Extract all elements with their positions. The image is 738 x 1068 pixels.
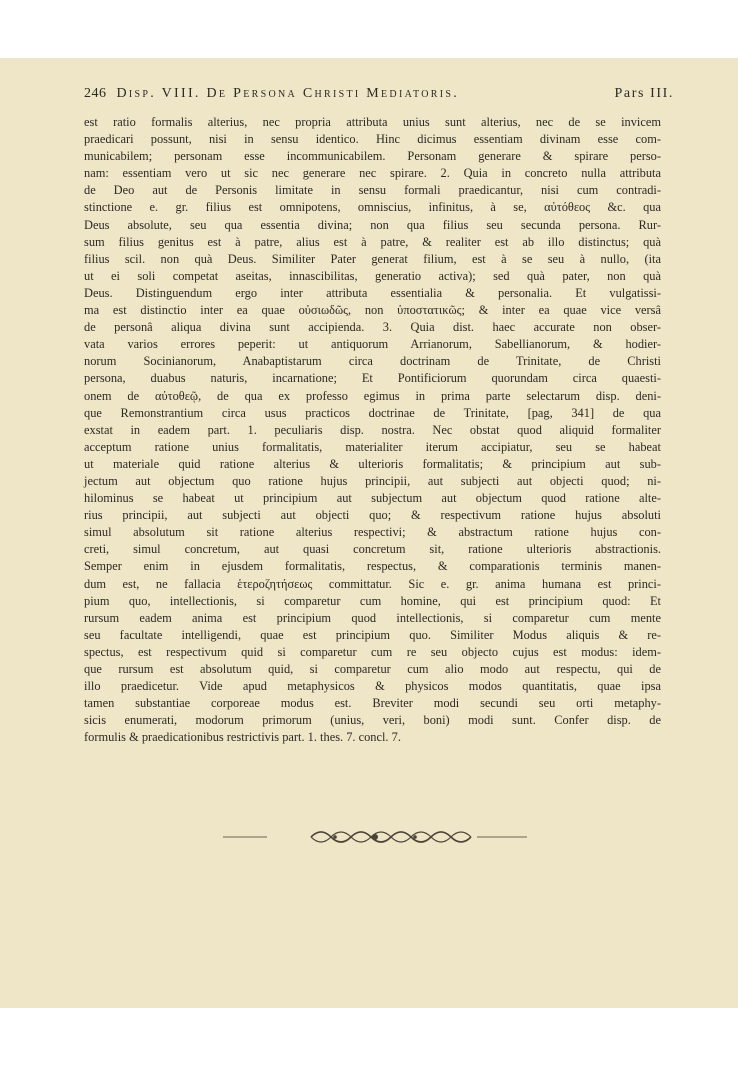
ornament-tailpiece-icon <box>215 824 535 850</box>
text-line: acceptum ratione unius formalitatis, materialiter iterum accipiatur, seu se habeat <box>84 439 661 454</box>
running-title: Disp. VIII. De Persona Christi Mediatoris. <box>116 86 460 101</box>
text-line: seu facultate intelligendi, quae est principium quo. Similiter Modus aliquis & re- <box>84 627 661 642</box>
text-line: simul absolutum sit ratione alterius respectivi; & abstractum ratione hujus con- <box>84 525 661 540</box>
text-line: ut materiale quid ratione alterius & ulterioris formalitatis; & principium aut sub- <box>84 456 661 471</box>
text-line: spectus, est respectivum quid si comparetur cum re seu objecto cujus est modus: idem- <box>84 644 661 659</box>
text-line: Semper enim in ejusdem formalitatis, respectus, & comparationis terminis manen- <box>84 559 661 574</box>
body-text <box>84 114 661 746</box>
text-line: sicis enumerati, modorum primorum (unius, veri, boni) modi sunt. Confer disp. de <box>84 713 661 728</box>
text-line: ut ei soli competat aseitas, innascibilitas, generatio activa); sed quà pater, non quà <box>84 268 661 283</box>
text-line: creti, simul concretum, aut quasi concretum sit, ratione ulterioris abstractionis. <box>84 542 661 557</box>
text-line: municabilem; personam esse incommunicabilem. Personam generare & spirare perso- <box>84 149 661 164</box>
text-line: est ratio formalis alterius, nec propria attributa unius sunt alterius, nec de se invicem <box>84 115 661 129</box>
text-line: que rursum est absolutum quid, si comparetur cum alio modo aut respectu, qui de <box>84 662 661 676</box>
text-line: persona, duabus naturis, incarnatione; Et Pontificiorum quorundam circa quaesti- <box>84 371 661 386</box>
text-line: pium quo, intellectionis, si comparetur cum homine, qui est principium quod: Et <box>84 593 661 608</box>
text-line: exstat in eadem part. 1. peculiaris disp. nostra. Nec obstat quod aliquid formaliter <box>84 422 661 437</box>
text-line: ma est distinctio inter ea quae οὐσιωδῶς, non ὑποστατικῶς; & inter ea quae vice versâ <box>84 303 661 318</box>
text-line: sum filius genitus est à patre, alius est à patre, & realiter est ab illo distinctus; quà <box>84 234 661 249</box>
text-line: jectum aut objectum quo ratione hujus principii, aut subjecti aut objecti quod; ni- <box>84 473 661 488</box>
text-line: norum Socinianorum, Anabaptistarum circa doctrinam de Trinitate, de Christi <box>84 354 661 369</box>
text-line: Deus absolute, seu qua essentia divina; non qua filius seu secunda persona. Rur- <box>84 217 661 232</box>
text-line: stinctione e. gr. filius est omnipotens, omniscius, infinitus, à se, αὐτόθεος &c. qua <box>84 200 661 215</box>
text-line: dum est, ne fallacia ἑτεροζητήσεως committatur. Sic e. gr. anima humana est princi- <box>84 576 661 591</box>
text-line: que Remonstrantium circa usus practicos doctrinae de Trinitate, [pag, 341] de qua <box>84 405 661 420</box>
text-line: Deus. Distinguendum ergo inter attributa essentialia & personalia. Et vulgatissi- <box>84 285 661 300</box>
text-line: praedicari possunt, nisi in sensu identico. Hinc dicimus essentiam divinam esse com- <box>84 132 661 147</box>
text-line: tamen substantiae corporeae modus est. Breviter modi secundi seu orti metaphy- <box>84 696 661 711</box>
book-page <box>0 58 738 1008</box>
text-line: rursum eadem anima est principium quod intellectionis, si comparetur cum mente <box>84 610 661 625</box>
text-line: nam: essentiam vero ut sic nec generare nec spirare. 2. Quia in concreto nulla attributa <box>84 166 661 181</box>
text-line: de Deo aut de Personis limitate in sensu formali praedicantur, nisi cum contradi- <box>84 183 661 198</box>
running-head <box>84 86 674 102</box>
text-line: rius principii, aut subjecti aut objecti quo; & respectivum ratione hujus absoluti <box>84 508 661 523</box>
text-line: vata varios errores peperit: ut antiquorum Arrianorum, Sabellianorum, & hodier- <box>84 337 661 352</box>
page-number: 246 <box>84 86 107 101</box>
text-line: illo praedicetur. Vide apud metaphysicos & physicos modos quantitatis, quae ipsa <box>84 679 661 694</box>
text-line: filius scil. non quà Deus. Similiter Pater generat filium, est à se seu à nullo, (ita <box>84 251 661 266</box>
text-line: onem de αὐτοθεῷ, de qua ex professo egimus in prima parte selectarum disp. deni- <box>84 388 661 403</box>
part-label: Pars III. <box>614 86 674 101</box>
text-line: de personâ aliqua divina sunt accipienda. 3. Quia dist. haec accurate non obser- <box>84 320 661 335</box>
text-line: hilominus se habeat ut principium aut subjectum aut objectum quod ratione alte- <box>84 491 661 506</box>
text-line: formulis & praedicationibus restrictivis part. 1. thes. 7. concl. 7. <box>84 730 401 745</box>
